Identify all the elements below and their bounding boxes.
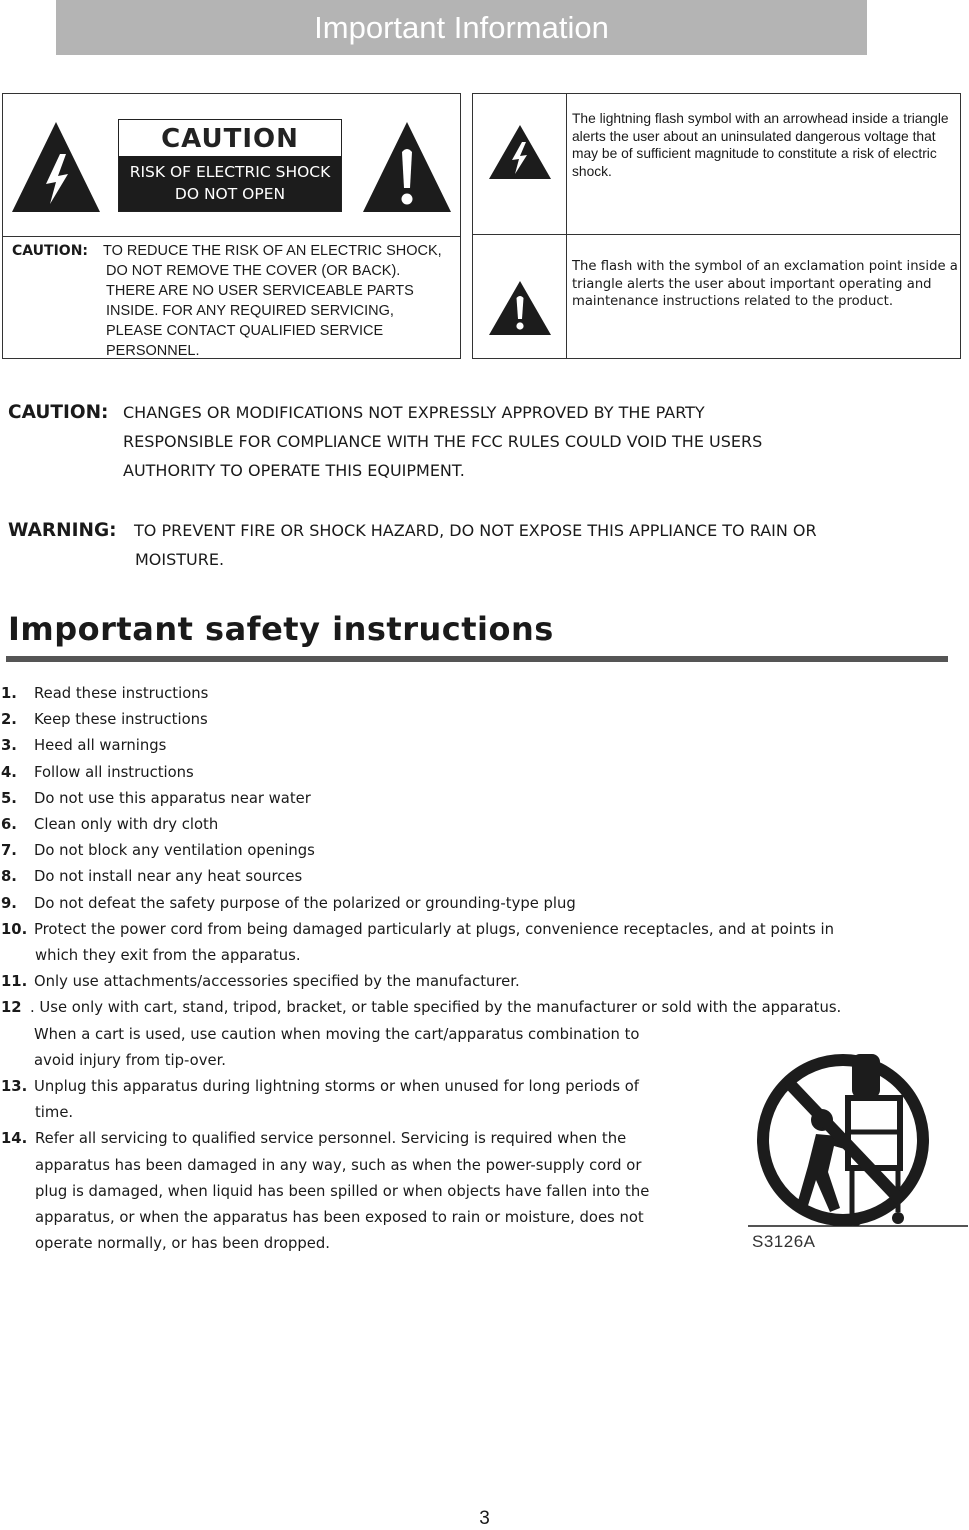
list-item	[0, 891, 841, 917]
list-item	[0, 838, 841, 864]
list-item	[0, 681, 841, 707]
lightning-symbol-icon	[488, 124, 552, 180]
list-item	[0, 864, 841, 890]
item-number: 2.	[1, 711, 17, 729]
caution-box-line: PLEASE CONTACT QUALIFIED SERVICE	[106, 323, 384, 339]
item-number: 1.	[1, 685, 17, 702]
list-item	[0, 917, 841, 969]
caution-box-text	[12, 241, 442, 359]
item-number: 9.	[1, 894, 17, 912]
fcc-caution-line: AUTHORITY TO OPERATE THIS EQUIPMENT.	[123, 461, 465, 480]
cart-tip-over-warning-icon	[748, 1040, 968, 1240]
item-number: 7.	[1, 842, 17, 860]
item-number: 11.	[1, 973, 28, 991]
list-item	[0, 707, 841, 733]
item-text: Refer all servicing to qualified service personnel. Servicing is required when the	[35, 1130, 627, 1148]
caution-label-warning	[119, 156, 341, 211]
item-text: Do not block any ventilation openings	[34, 842, 315, 860]
item-number: 13.	[1, 1078, 28, 1096]
caution-box-line: THERE ARE NO USER SERVICEABLE PARTS	[106, 283, 414, 299]
list-item	[0, 1074, 841, 1126]
item-text: Heed all warnings	[34, 737, 167, 755]
item-text: Clean only with dry cloth	[34, 816, 219, 834]
item-text: Keep these instructions	[34, 711, 208, 729]
item-number: 8.	[1, 868, 17, 886]
list-item	[0, 760, 841, 786]
item-number: 5.	[1, 789, 17, 807]
warning-label: WARNING:	[8, 520, 117, 541]
list-item	[0, 969, 841, 995]
caution-label-line1: RISK OF ELECTRIC SHOCK	[129, 163, 331, 181]
item-text-continued: time.	[35, 1104, 74, 1122]
caution-label-title: CAUTION	[161, 123, 299, 154]
safety-instructions-heading: Important safety instructions	[8, 610, 554, 648]
item-number: 3.	[1, 737, 17, 755]
item-text: Read these instructions	[34, 685, 209, 702]
item-number: 10.	[1, 920, 28, 938]
item-text-continued: When a cart is used, use caution when moving the cart/apparatus combination to	[34, 1025, 640, 1043]
figure-code: S3126A	[752, 1232, 816, 1251]
list-item	[0, 733, 841, 759]
item-text: . Use only with cart, stand, tripod, bracket, or table specified by the manufacturer or sold with the apparatus.	[30, 999, 842, 1017]
list-item	[0, 786, 841, 812]
item-text: Follow all instructions	[34, 763, 194, 781]
fcc-caution-line: CHANGES OR MODIFICATIONS NOT EXPRESSLY APPROVED BY THE PARTY	[123, 403, 705, 422]
item-text: Unplug this apparatus during lightning storms or when unused for long periods of	[34, 1078, 640, 1096]
exclamation-warning-icon	[361, 120, 453, 214]
item-text-continued: apparatus, or when the apparatus has been exposed to rain or moisture, does not	[35, 1209, 644, 1227]
lightning-symbol-description: The lightning flash symbol with an arrowhead inside a triangle alerts the user about an uninsulated dangerous voltage that may be of sufficient magnitude to constitute a risk of electric shock.	[572, 111, 949, 179]
list-item	[0, 1126, 841, 1257]
item-number: 6.	[1, 816, 17, 834]
list-item	[0, 995, 841, 1074]
item-number: 14.	[1, 1130, 28, 1148]
caution-box-label: CAUTION:	[12, 243, 89, 259]
item-text: Do not use this apparatus near water	[34, 789, 311, 807]
item-number: 4.	[1, 763, 17, 781]
exclamation-symbol-icon	[488, 280, 552, 336]
page-title: Important Information	[314, 9, 609, 45]
item-text-continued: apparatus has been damaged in any way, such as when the power-supply cord or	[35, 1156, 642, 1174]
warning-line: TO PREVENT FIRE OR SHOCK HAZARD, DO NOT EXPOSE THIS APPLIANCE TO RAIN OR	[134, 521, 817, 540]
fcc-caution-line: RESPONSIBLE FOR COMPLIANCE WITH THE FCC RULES COULD VOID THE USERS	[123, 432, 763, 451]
caution-label-line2: DO NOT OPEN	[174, 185, 286, 203]
item-text-continued: operate normally, or has been dropped.	[35, 1235, 330, 1253]
item-text-continued: plug is damaged, when liquid has been spilled or when objects have fallen into the	[35, 1182, 650, 1200]
item-text: Do not install near any heat sources	[34, 868, 303, 886]
exclamation-symbol-description: The flash with the symbol of an exclamation point inside a triangle alerts the user about important operating and maintenance instructions related to the product.	[572, 259, 958, 310]
item-text: Only use attachments/accessories specified by the manufacturer.	[34, 973, 520, 991]
caution-box-line: TO REDUCE THE RISK OF AN ELECTRIC SHOCK,	[103, 243, 442, 259]
safety-instructions-list	[0, 681, 841, 1257]
warning-line: MOISTURE.	[135, 550, 225, 569]
item-text-continued: avoid injury from tip-over.	[34, 1051, 227, 1069]
caution-box-line: DO NOT REMOVE THE COVER (OR BACK).	[106, 263, 401, 279]
page-number: 3	[479, 1508, 490, 1529]
item-number: 12	[1, 999, 22, 1017]
item-text: Protect the power cord from being damaged particularly at plugs, convenience receptacles, and at points in	[34, 920, 834, 938]
item-text: Do not defeat the safety purpose of the polarized or grounding-type plug	[34, 894, 576, 912]
list-item	[0, 812, 841, 838]
caution-box-line: PERSONNEL.	[106, 343, 200, 359]
lightning-warning-icon	[10, 120, 102, 214]
page-header-banner	[56, 0, 867, 55]
fcc-caution-label: CAUTION:	[8, 402, 109, 423]
heading-divider	[6, 656, 948, 662]
caution-label	[118, 119, 342, 212]
caution-box-line: INSIDE. FOR ANY REQUIRED SERVICING,	[106, 303, 394, 319]
item-text-continued: which they exit from the apparatus.	[35, 947, 301, 965]
